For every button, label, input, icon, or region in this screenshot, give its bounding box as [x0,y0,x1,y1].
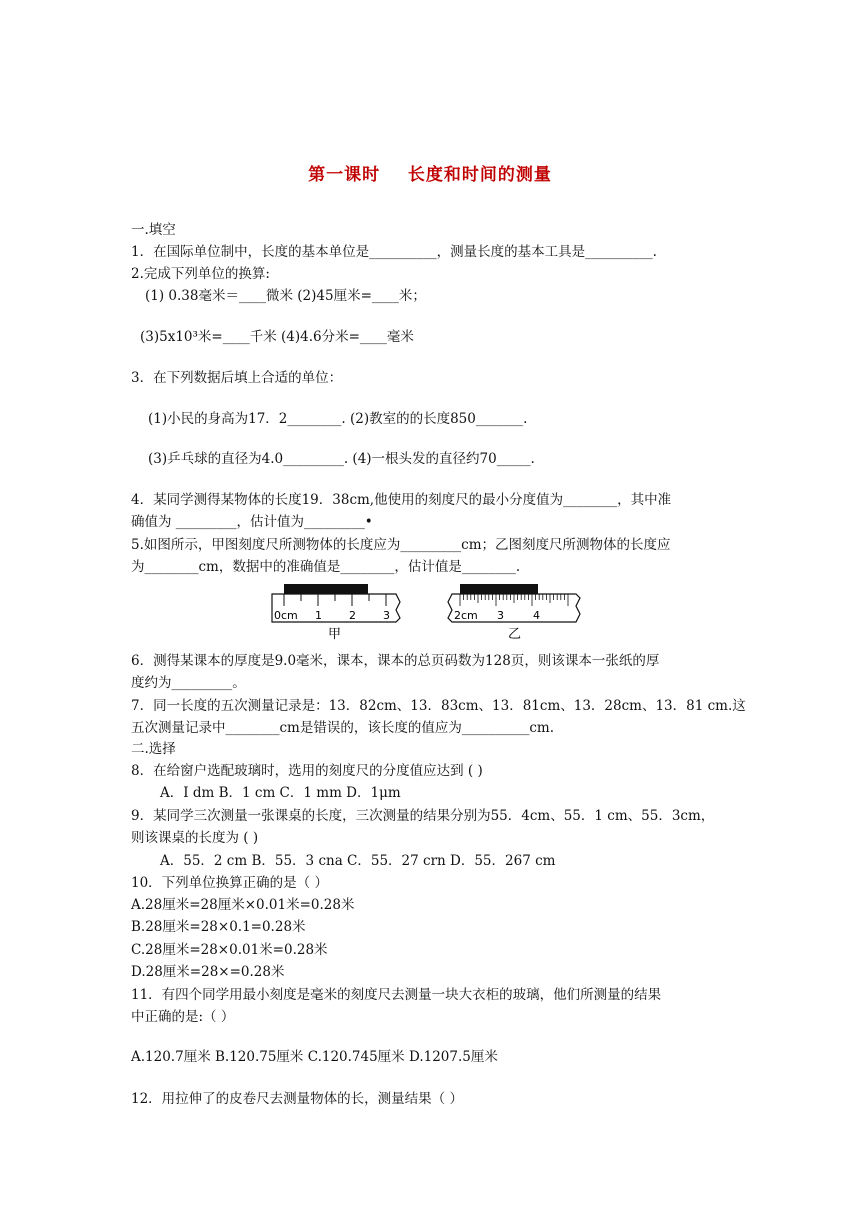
ruler-b-tick-0: 2cm [454,609,478,622]
measured-object-a [284,584,368,594]
ruler-figure [270,584,590,644]
question-6-line-1: 6．测得某课本的厚度是9.0毫米，课本，课本的总页码数为128页，则该课本一张纸的厚 [131,653,660,669]
question-5-line-1: 5.如图所示，甲图刻度尺所测物体的长度应为_________cm；乙图刻度尺所测物体的长度应 [131,537,671,553]
measured-object-b [460,584,538,594]
question-9-options: A．55．2 cm B．55．3 cna C．55．27 crn D．55．267 cm [160,853,556,869]
question-10-option-d: D.28厘米=28×=0.28米 [131,964,285,980]
ruler-a [272,584,400,642]
page-title: 第一课时 长度和时间的测量 [308,165,552,185]
question-10-option-a: A.28厘米=28厘米×0.01米=0.28米 [131,897,355,913]
section-heading-choice: 二.选择 [131,741,176,757]
question-11-options: A.120.7厘米 B.120.75厘米 C.120.745厘米 D.1207.5厘米 [131,1049,498,1065]
question-3-part-1-2: (1)小民的身高为17．2________. (2)教室的的长度850_______. [148,411,528,427]
question-7-line-2: 五次测量记录中________cm是错误的，该长度的值应为__________cm. [131,720,555,736]
question-12: 12．用拉伸了的皮卷尺去测量物体的长，测量结果（ ） [131,1091,463,1107]
question-3: 3．在下列数据后填上合适的单位： [131,370,343,386]
question-8-options: A．I dm B．1 cm C．1 mm D．1μm [160,785,401,801]
question-8: 8．在给窗户选配玻璃时，选用的刻度尺的分度值应达到 ( ) [131,763,483,779]
question-2-part-3-4: (3)5x10³米=____千米 (4)4.6分米=____毫米 [140,329,414,345]
ruler-b-tick-1: 3 [497,609,504,622]
ruler-a-tick-3: 3 [383,609,390,622]
question-9-line-2: 则该课桌的长度为 ( ) [131,830,259,846]
ruler-a-tick-0: 0cm [274,609,298,622]
question-11-line-1: 11．有四个同学用最小刻度是毫米的刻度尺去测量一块大衣柜的玻璃，他们所测量的结果 [131,987,662,1003]
ruler-b-tick-2: 4 [533,609,540,622]
question-1: 1．在国际单位制中，长度的基本单位是__________，测量长度的基本工具是__________. [131,244,657,260]
question-6-line-2: 度约为_________。 [131,675,246,691]
ruler-b-caption: 乙 [508,627,522,642]
question-5-line-2: 为________cm，数据中的准确值是________，估计值是________. [131,559,521,575]
question-10-option-c: C.28厘米=28×0.01米=0.28米 [131,942,328,958]
ruler-a-tick-1: 1 [315,609,322,622]
question-11-line-2: 中正确的是:（ ） [131,1009,235,1025]
question-10-option-b: B.28厘米=28×0.1=0.28米 [131,919,306,935]
question-4-line-2: 确值为 _________，估计值为_________• [131,514,373,530]
question-10: 10．下列单位换算正确的是（ ） [131,875,328,891]
question-4-line-1: 4．某同学测得某物体的长度19．38cm,他使用的刻度尺的最小分度值为________，其中准 [131,492,672,508]
question-2: 2.完成下列单位的换算: [131,266,270,282]
ruler-b [448,584,580,642]
question-9-line-1: 9．某同学三次测量一张课桌的长度，三次测量的结果分别为55．4cm、55．1 cm、55．3cm， [131,808,715,824]
question-2-part-1-2: (1) 0.38毫米＝____微米 (2)45厘米=____米； [145,288,426,304]
ruler-diagram [270,584,590,644]
question-7-line-1: 7．同一长度的五次测量记录是：13．82cm、13．83cm、13．81cm、13．28cm、13．81 cm.这 [131,698,746,714]
section-heading-fill: 一.填空 [131,222,176,238]
ruler-a-tick-2: 2 [349,609,356,622]
question-3-part-3-4: (3)乒乓球的直径为4.0_________. (4)一根头发的直径约70_____. [148,451,535,467]
ruler-a-caption: 甲 [328,627,342,642]
